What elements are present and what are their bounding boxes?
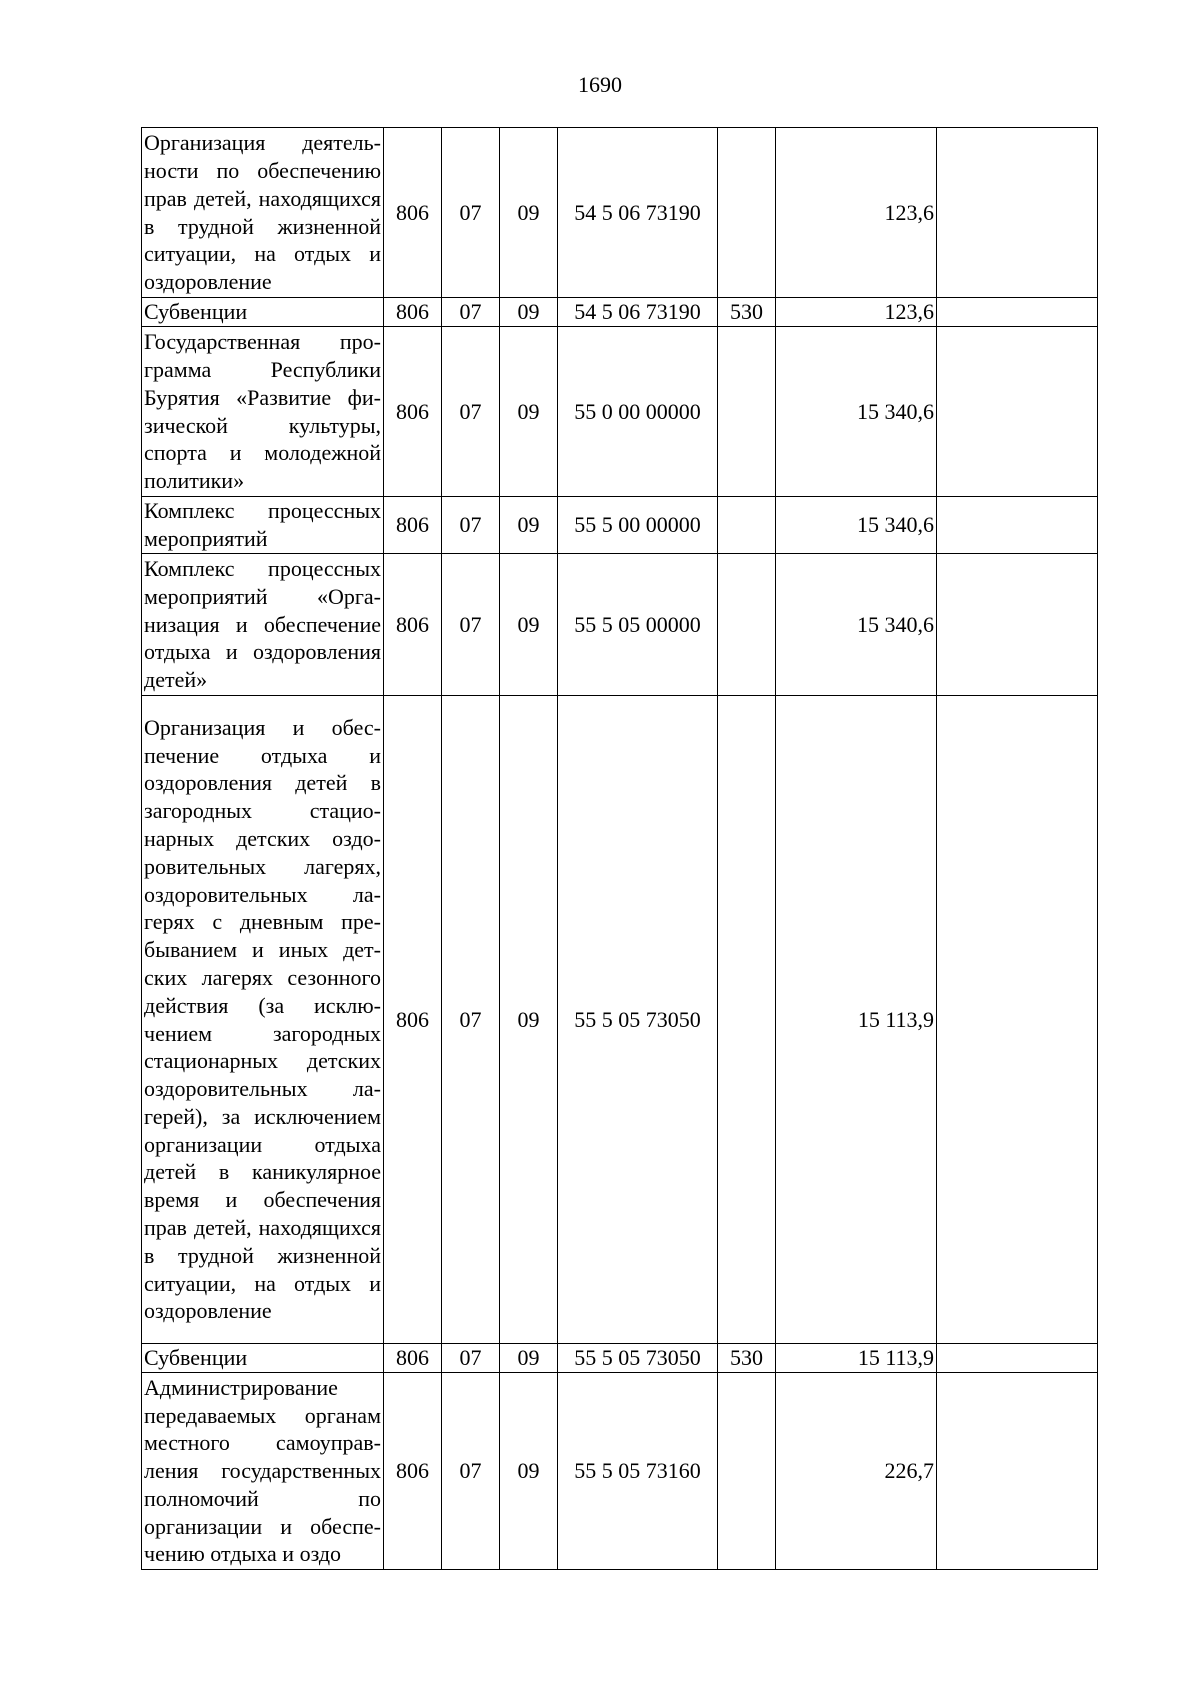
- expense-type-code: [718, 497, 776, 554]
- ministry-code: 806: [384, 298, 442, 327]
- subsection-code: 09: [500, 696, 558, 1344]
- subsection-code: 09: [500, 1344, 558, 1373]
- expense-type-code: 530: [718, 298, 776, 327]
- section-code: 07: [442, 696, 500, 1344]
- ministry-code: 806: [384, 497, 442, 554]
- amount-value: 123,6: [776, 298, 937, 327]
- extra-cell: [937, 1373, 1098, 1570]
- extra-cell: [937, 298, 1098, 327]
- section-code: 07: [442, 327, 500, 497]
- target-article-code: 55 5 05 73050: [558, 1344, 718, 1373]
- budget-table: [141, 127, 1098, 1570]
- amount-value: 123,6: [776, 128, 937, 298]
- ministry-code: 806: [384, 1373, 442, 1570]
- target-article-code: 55 5 05 73160: [558, 1373, 718, 1570]
- extra-cell: [937, 696, 1098, 1344]
- section-code: 07: [442, 1344, 500, 1373]
- ministry-code: 806: [384, 327, 442, 497]
- row-name: Администрирование передаваемых органам местного самоуправления государственных полномочий по организации и обеспечению отдыха и оздо: [142, 1373, 384, 1570]
- expense-type-code: [718, 1373, 776, 1570]
- table-row: [142, 554, 1098, 696]
- table-row: [142, 696, 1098, 1344]
- section-code: 07: [442, 554, 500, 696]
- extra-cell: [937, 128, 1098, 298]
- table-row: [142, 128, 1098, 298]
- target-article-code: 55 0 00 00000: [558, 327, 718, 497]
- row-name: Субвенции: [142, 1344, 384, 1373]
- target-article-code: 55 5 05 73050: [558, 696, 718, 1344]
- amount-value: 15 340,6: [776, 497, 937, 554]
- section-code: 07: [442, 298, 500, 327]
- row-name: Комплекс процессных мероприятий: [142, 497, 384, 554]
- subsection-code: 09: [500, 128, 558, 298]
- table-row: [142, 298, 1098, 327]
- page-number: 1690: [578, 72, 622, 97]
- subsection-code: 09: [500, 1373, 558, 1570]
- extra-cell: [937, 497, 1098, 554]
- expense-type-code: [718, 696, 776, 1344]
- amount-value: 15 113,9: [776, 696, 937, 1344]
- expense-type-code: [718, 128, 776, 298]
- subsection-code: 09: [500, 497, 558, 554]
- target-article-code: 54 5 06 73190: [558, 298, 718, 327]
- ministry-code: 806: [384, 128, 442, 298]
- table-row: [142, 1344, 1098, 1373]
- amount-value: 226,7: [776, 1373, 937, 1570]
- extra-cell: [937, 1344, 1098, 1373]
- ministry-code: 806: [384, 554, 442, 696]
- expense-type-code: [718, 327, 776, 497]
- expense-type-code: [718, 554, 776, 696]
- section-code: 07: [442, 128, 500, 298]
- subsection-code: 09: [500, 554, 558, 696]
- target-article-code: 54 5 06 73190: [558, 128, 718, 298]
- section-code: 07: [442, 497, 500, 554]
- amount-value: 15 113,9: [776, 1344, 937, 1373]
- target-article-code: 55 5 05 00000: [558, 554, 718, 696]
- ministry-code: 806: [384, 1344, 442, 1373]
- table-row: [142, 1373, 1098, 1570]
- amount-value: 15 340,6: [776, 554, 937, 696]
- target-article-code: 55 5 00 00000: [558, 497, 718, 554]
- subsection-code: 09: [500, 298, 558, 327]
- subsection-code: 09: [500, 327, 558, 497]
- extra-cell: [937, 554, 1098, 696]
- row-name: Комплекс процессных мероприятий «Организация и обеспечение отдыха и оздоровления детей»: [142, 554, 384, 696]
- extra-cell: [937, 327, 1098, 497]
- amount-value: 15 340,6: [776, 327, 937, 497]
- table-row: [142, 327, 1098, 497]
- row-name: Государственная программа Республики Бурятия «Развитие физической культуры, спорта и молодежной политики»: [142, 327, 384, 497]
- table-row: [142, 497, 1098, 554]
- row-name: Организация и обеспечение отдыха и оздоровления детей в загородных стационарных детских оздоровительных лагерях, оздоровительных лагерях с дневным пребыванием и иных детских лагерях сезонного действия (за исключением загородных стационарных детских оздоровительных лагерей), за исключением организации отдыха детей в каникулярное время и обеспечения прав детей, находящихся в трудной жизненной ситуации, на отдых и оздоровление: [142, 696, 384, 1344]
- expense-type-code: 530: [718, 1344, 776, 1373]
- row-name: Субвенции: [142, 298, 384, 327]
- section-code: 07: [442, 1373, 500, 1570]
- row-name: Организация деятельности по обеспечению прав детей, находящихся в трудной жизненной ситуации, на отдых и оздоровление: [142, 128, 384, 298]
- ministry-code: 806: [384, 696, 442, 1344]
